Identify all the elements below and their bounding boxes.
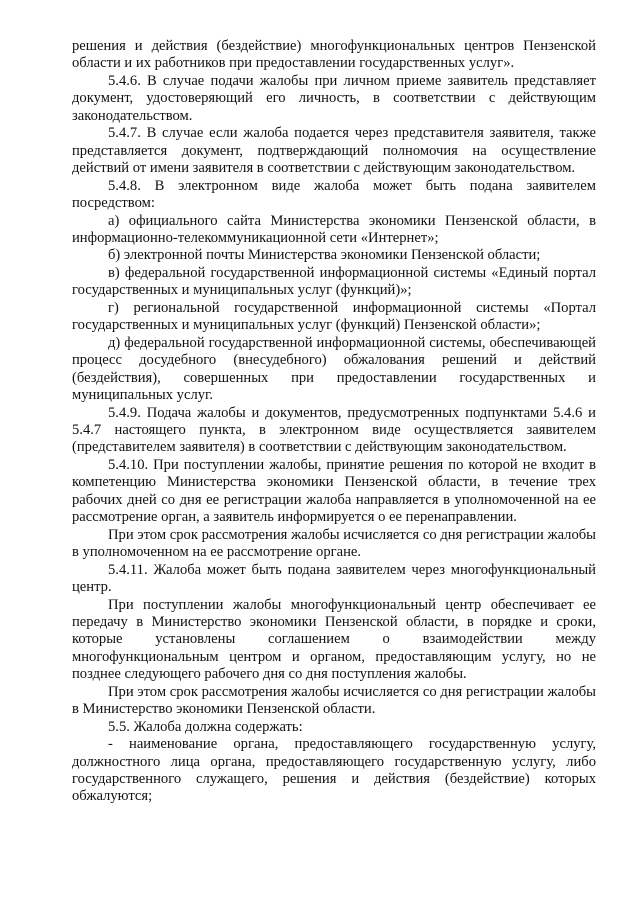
paragraph-continuation: решения и действия (бездействие) многофункциональных центров Пензенской области и их работников при предоставлении государственных услуг». [72, 38, 596, 72]
paragraph-5-4-10: 5.4.10. При поступлении жалобы, принятие решения по которой не входит в компетенцию Министерства экономики Пензенской области, в течение трех рабочих дней со дня ее регистрации жалоба направляется в уполномоченной на ее рассмотрение орган, а заявитель информируется о ее перенаправлении. [72, 456, 596, 526]
list-item-d: д) федеральной государственной информационной системы, обеспечивающей процесс досудебного (внесудебного) обжалования решений и действий (бездействия), совершенных при предоставлении государственных и муниципальных услуг. [72, 334, 596, 404]
document-page [72, 38, 596, 806]
paragraph-5-4-7: 5.4.7. В случае если жалоба подается через представителя заявителя, также представляется документ, подтверждающий полномочия на осуществление действий от имени заявителя в соответствии с действующим законодательством. [72, 125, 596, 177]
paragraph-review-term-1: При этом срок рассмотрения жалобы исчисляется со дня регистрации жалобы в уполномоченном на ее рассмотрение органе. [72, 526, 596, 561]
list-item-a: а) официального сайта Министерства экономики Пензенской области, в информационно-телекоммуникационной сети «Интернет»; [72, 212, 596, 246]
list-item-b: б) электронной почты Министерства экономики Пензенской области; [108, 247, 541, 264]
paragraph-mfc-transfer: При поступлении жалобы многофункциональный центр обеспечивает ее передачу в Министерство экономики Пензенской области, в порядке и сроки, которые установлены соглашением о взаимодействии между многофункциональным центром и органом, предоставляющим услугу, но не позднее следующего рабочего дня со дня поступления жалобы. [72, 596, 596, 683]
list-item-v: в) федеральной государственной информационной системы «Единый портал государственных и муниципальных услуг (функций)»; [72, 264, 596, 299]
list-item-g: г) региональной государственной информационной системы «Портал государственных и муниципальных услуг (функций) Пензенской области»; [72, 299, 596, 334]
paragraph-5-4-11: 5.4.11. Жалоба может быть подана заявителем через многофункциональный центр. [72, 561, 596, 596]
paragraph-5-4-8: 5.4.8. В электронном виде жалоба может быть подана заявителем посредством: [72, 177, 596, 212]
paragraph-5-5: 5.5. Жалоба должна содержать: [108, 718, 303, 735]
paragraph-5-4-9: 5.4.9. Подача жалобы и документов, предусмотренных подпунктами 5.4.6 и 5.4.7 настоящего пункта, в электронном виде осуществляется заявителем (представителем заявителя) в соответствии с действующим законодательством. [72, 404, 596, 456]
paragraph-5-4-6: 5.4.6. В случае подачи жалобы при личном приеме заявитель представляет документ, удостоверяющий его личность, в соответствии с действующим законодательством. [72, 72, 596, 124]
paragraph-review-term-2: При этом срок рассмотрения жалобы исчисляется со дня регистрации жалобы в Министерство экономики Пензенской области. [72, 683, 596, 718]
paragraph-requirement-1: - наименование органа, предоставляющего государственную услугу, должностного лица органа, предоставляющего государственную услугу, либо государственного служащего, решения и действия (бездействие) которых обжалуются; [72, 736, 596, 805]
